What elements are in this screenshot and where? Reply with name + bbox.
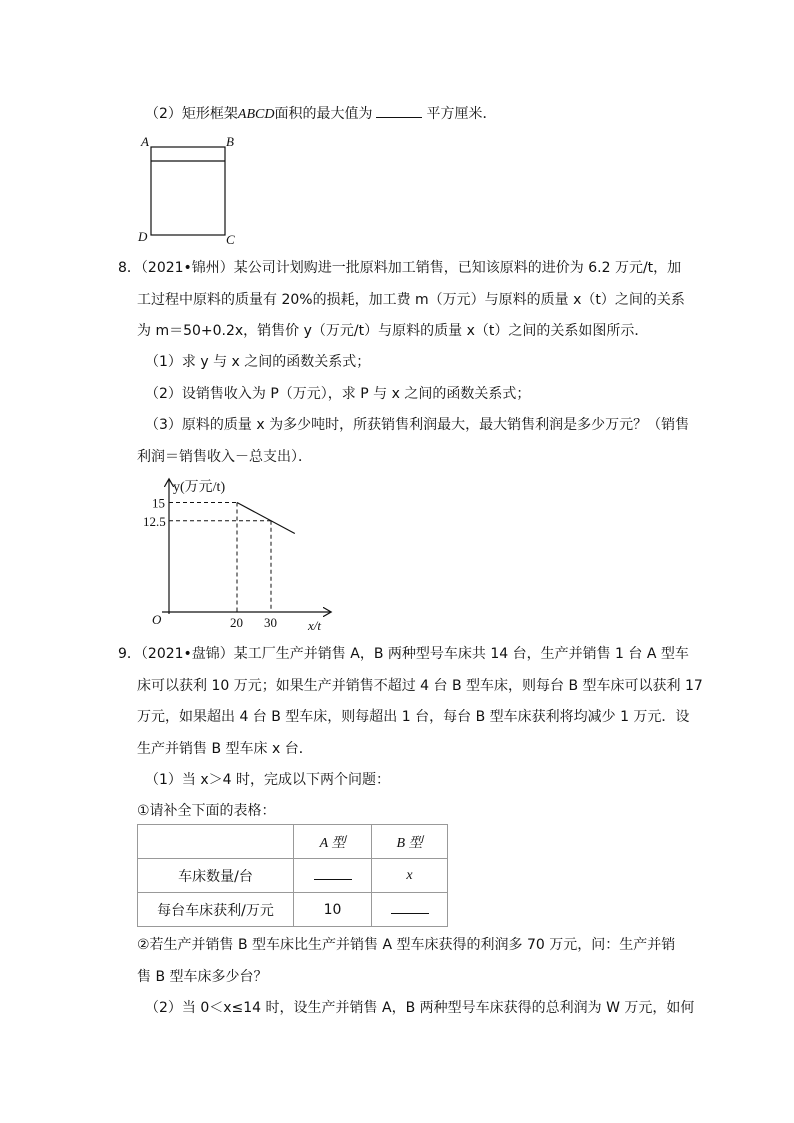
q9-sub2: （2）当 0＜x≤14 时，设生产并销售 A，B 两种型号车床获得的总利润为 W 万元，如何 [145,1000,695,1016]
profit-table [137,824,448,927]
table-cell-10: 10 [294,893,372,927]
table-header-row [138,825,448,859]
q9-line3: 万元，如果超出 4 台 B 型车床，则每超出 1 台，每台 B 型车床获利将均减少 1 万元．设 [137,709,690,725]
q8-sub3-line1: （3）原料的质量 x 为多少吨时，所获销售利润最大，最大销售利润是多少万元？（销售 [145,417,690,433]
x-tick-20: 20 [230,615,243,630]
answer-blank [391,901,429,914]
table-header-a: A 型 [294,825,372,859]
x-axis-label: x/t [308,618,321,633]
q8-line2: 工过程中原料的质量有 20%的损耗，加工费 m（万元）与原料的质量 x（t）之间的关系 [137,292,685,308]
q7-abcd: ABCD [237,107,275,122]
rect-label-d: D [138,229,148,244]
y-tick-15: 15 [152,495,165,511]
q9-line4: 生产并销售 B 型车床 x 台． [137,741,313,757]
q7-part2-line [145,103,496,125]
answer-blank [314,867,352,880]
q9-circle1: ①请补全下面的表格： [137,803,276,819]
q9-line1: 9．（2021•盘锦）某工厂生产并销售 A，B 两种型号车床共 14 台，生产并销售 1 台 A 型车 [118,646,689,662]
q8-sub3-line2: 利润＝销售收入－总支出）． [137,449,312,465]
series-line [237,503,295,534]
q8-line3: 为 m＝50+0.2x，销售价 y（万元/t）与原料的质量 x（t）之间的关系如图所示． [137,323,649,339]
q7-part2-middle: 面积的最大值为 [274,106,373,122]
rectangle-figure [135,130,255,250]
row-label-profit: 每台车床获利/万元 [138,893,294,927]
q8-sub2: （2）设销售收入为 P（万元），求 P 与 x 之间的函数关系式； [145,386,531,402]
rect-label-c: C [226,232,235,247]
blank-cell [372,893,448,927]
q7-part2-suffix: 平方厘米． [426,106,497,122]
q7-part2-prefix: （2）矩形框架 [145,106,238,122]
origin-label: O [152,612,162,627]
q9-circle2-line2: 售 B 型车床多少台？ [137,969,268,985]
table-header-b: B 型 [372,825,448,859]
q8-line1: 8．（2021•锦州）某公司计划购进一批原料加工销售，已知该原料的进价为 6.2 万元/t，加 [118,260,682,276]
x-tick-30: 30 [264,615,277,630]
q8-sub1: （1）求 y 与 x 之间的函数关系式； [145,354,371,370]
table-cell [138,825,294,859]
q9-line2: 床可以获利 10 万元；如果生产并销售不超过 4 台 B 型车床，则每台 B 型车床可以获利 17 [137,678,703,694]
price-quantity-graph [140,474,350,634]
table-row [138,859,448,893]
table-cell-x: x [372,859,448,893]
y-axis-label: y(万元/t) [173,480,226,495]
rect-label-b: B [226,134,234,149]
rect-label-a: A [141,134,149,149]
table-row [138,893,448,927]
q9-circle2-line1: ②若生产并销售 B 型车床比生产并销售 A 型车床获得的利润多 70 万元，问：生产并销 [137,937,676,953]
row-label-quantity: 车床数量/台 [138,859,294,893]
blank-cell [294,859,372,893]
q9-sub1: （1）当 x＞4 时，完成以下两个问题： [145,772,390,788]
answer-blank [376,103,422,118]
y-tick-12.5: 12.5 [143,513,166,529]
